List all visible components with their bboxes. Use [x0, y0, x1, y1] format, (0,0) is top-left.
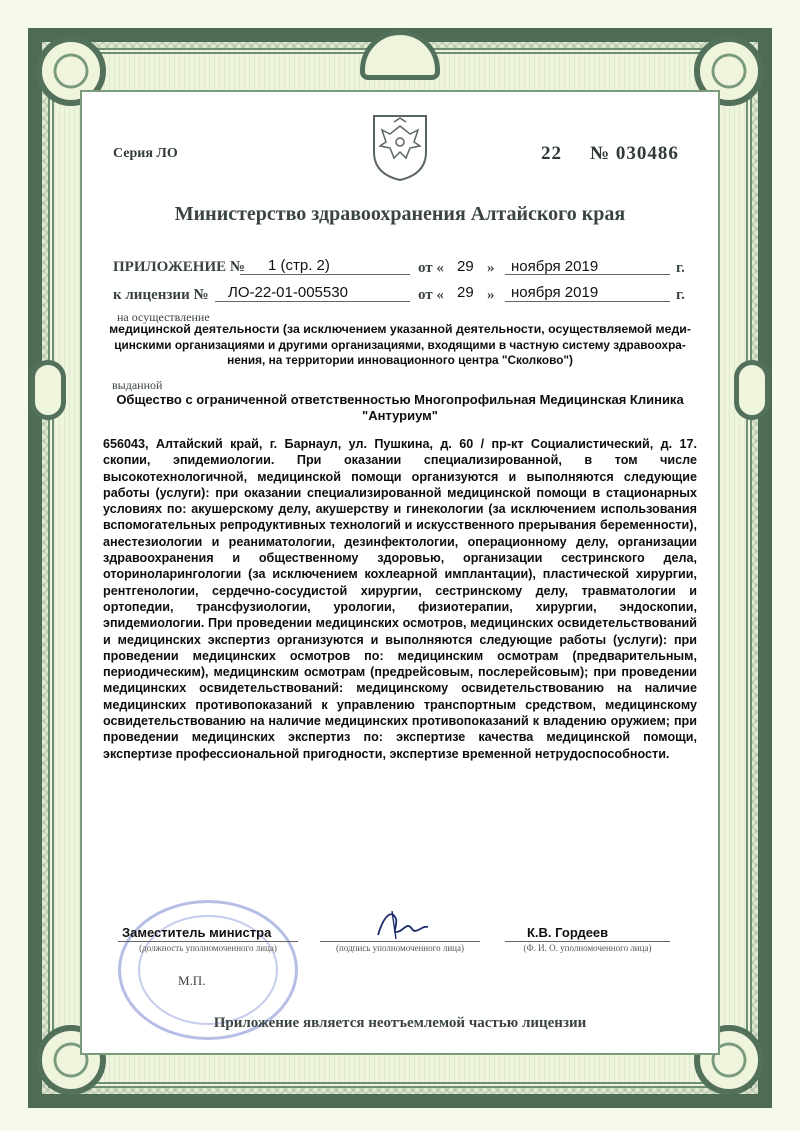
series-label: Серия ЛО	[113, 146, 178, 161]
license-year-suffix: г.	[676, 287, 685, 303]
name-caption: (Ф. И. О. уполномоченного лица)	[523, 943, 652, 953]
license-day: 29	[457, 284, 474, 301]
issuing-authority: Министерство здравоохранения Алтайского края	[174, 203, 626, 225]
license-label: к лицензии №	[113, 287, 209, 303]
appendix-number: 1 (стр. 2)	[268, 257, 330, 274]
activity-line-1: медицинской деятельности (за исключением указанной деятельности, осуществляемой меди-	[109, 322, 691, 336]
coat-of-arms-icon	[368, 112, 432, 182]
appendix-year-suffix: г.	[676, 260, 685, 276]
signer-name: К.В. Гордеев	[527, 925, 609, 940]
signature-mark	[370, 905, 440, 945]
signature-caption: (подпись уполномоченного лица)	[336, 943, 464, 953]
footer-note: Приложение является неотъемлемой частью лицензии	[213, 1015, 587, 1031]
license-date-underline	[505, 301, 670, 302]
appendix-underline	[240, 274, 410, 275]
side-ornament-right	[734, 360, 770, 420]
activity-line-3: нения, на территории инновационного центра "Сколково")	[227, 353, 573, 367]
issued-label: выданной	[112, 378, 163, 392]
seal-label: М.П.	[178, 973, 206, 988]
signature-underline	[320, 941, 480, 942]
license-underline	[215, 301, 410, 302]
license-date-mid: »	[487, 287, 495, 303]
position-underline	[118, 941, 298, 942]
license-date-prefix: от «	[418, 287, 444, 303]
series-number: 22	[541, 143, 562, 164]
license-number: ЛО-22-01-005530	[228, 284, 348, 301]
activity-line-2: цинскими организациями и другими организациями, входящими в частную систему здравоохра-	[114, 338, 686, 352]
license-body-text: 656043, Алтайский край, г. Барнаул, ул. Пушкина, д. 60 / пр-кт Социалистический, д. 17. скопии, эпидемиологии. При оказании специализированной, в том числе высокотехнологичной, медицинской помощи организуются и выполняются следующие работы (услуги): при оказании специализированной медицинской помощи в стационарных условиях по: акушерскому делу, акушерству и гинекологии (за исключением использования вспомогательных репродуктивных технологий и искусственного прерывания беременности), анестезиологии и реаниматологии, дезинфектологии, операционному делу, организации здравоохранения и общественному здоровью, организации сестринского дела, оториноларингологии (за исключением кохлеарной имплантации), пластической хирургии, рентгенологии, сердечно-сосудистой хирургии, сестринскому делу, травматологии и ортопедии, трансфузиологии, урологии, физиотерапии, хирургии, эндоскопии, эпидемиологии. При проведении медицинских осмотров, медицинских освидетельствований и медицинских экспертиз организуются и выполняются следующие работы (услуги): при проведении медицинских осмотров по: медицинским осмотрам (предварительным, периодическим), медицинским осмотрам (предрейсовым, послерейсовым); при проведении медицинских освидетельствований: медицинскому освидетельствованию на наличие медицинских противопоказаний к управлению транспортным средством, медицинскому освидетельствованию на наличие медицинских противопоказаний к владению оружием; при проведении медицинских экспертиз по: экспертизе качества медицинской помощи, экспертизе профессиональной пригодности, экспертизе временной нетрудоспособности.	[103, 437, 697, 761]
appendix-label: ПРИЛОЖЕНИЕ №	[113, 259, 245, 275]
side-ornament-left	[30, 360, 66, 420]
appendix-date-underline	[505, 274, 670, 275]
appendix-day: 29	[457, 258, 474, 275]
organization-line-2: "Антуриум"	[362, 408, 438, 423]
name-underline	[505, 941, 670, 942]
position-caption: (должность уполномоченного лица)	[139, 943, 277, 953]
signer-position: Заместитель министра	[122, 925, 272, 940]
form-number: № 030486	[590, 143, 679, 164]
appendix-month-year: ноября 2019	[511, 258, 599, 275]
license-month-year: ноября 2019	[511, 284, 599, 301]
appendix-date-prefix: от «	[418, 260, 444, 276]
appendix-date-mid: »	[487, 260, 495, 276]
activity-label: на осуществление	[117, 310, 210, 324]
organization-line-1: Общество с ограниченной ответственностью Многопрофильная Медицинская Клиника	[116, 392, 684, 407]
